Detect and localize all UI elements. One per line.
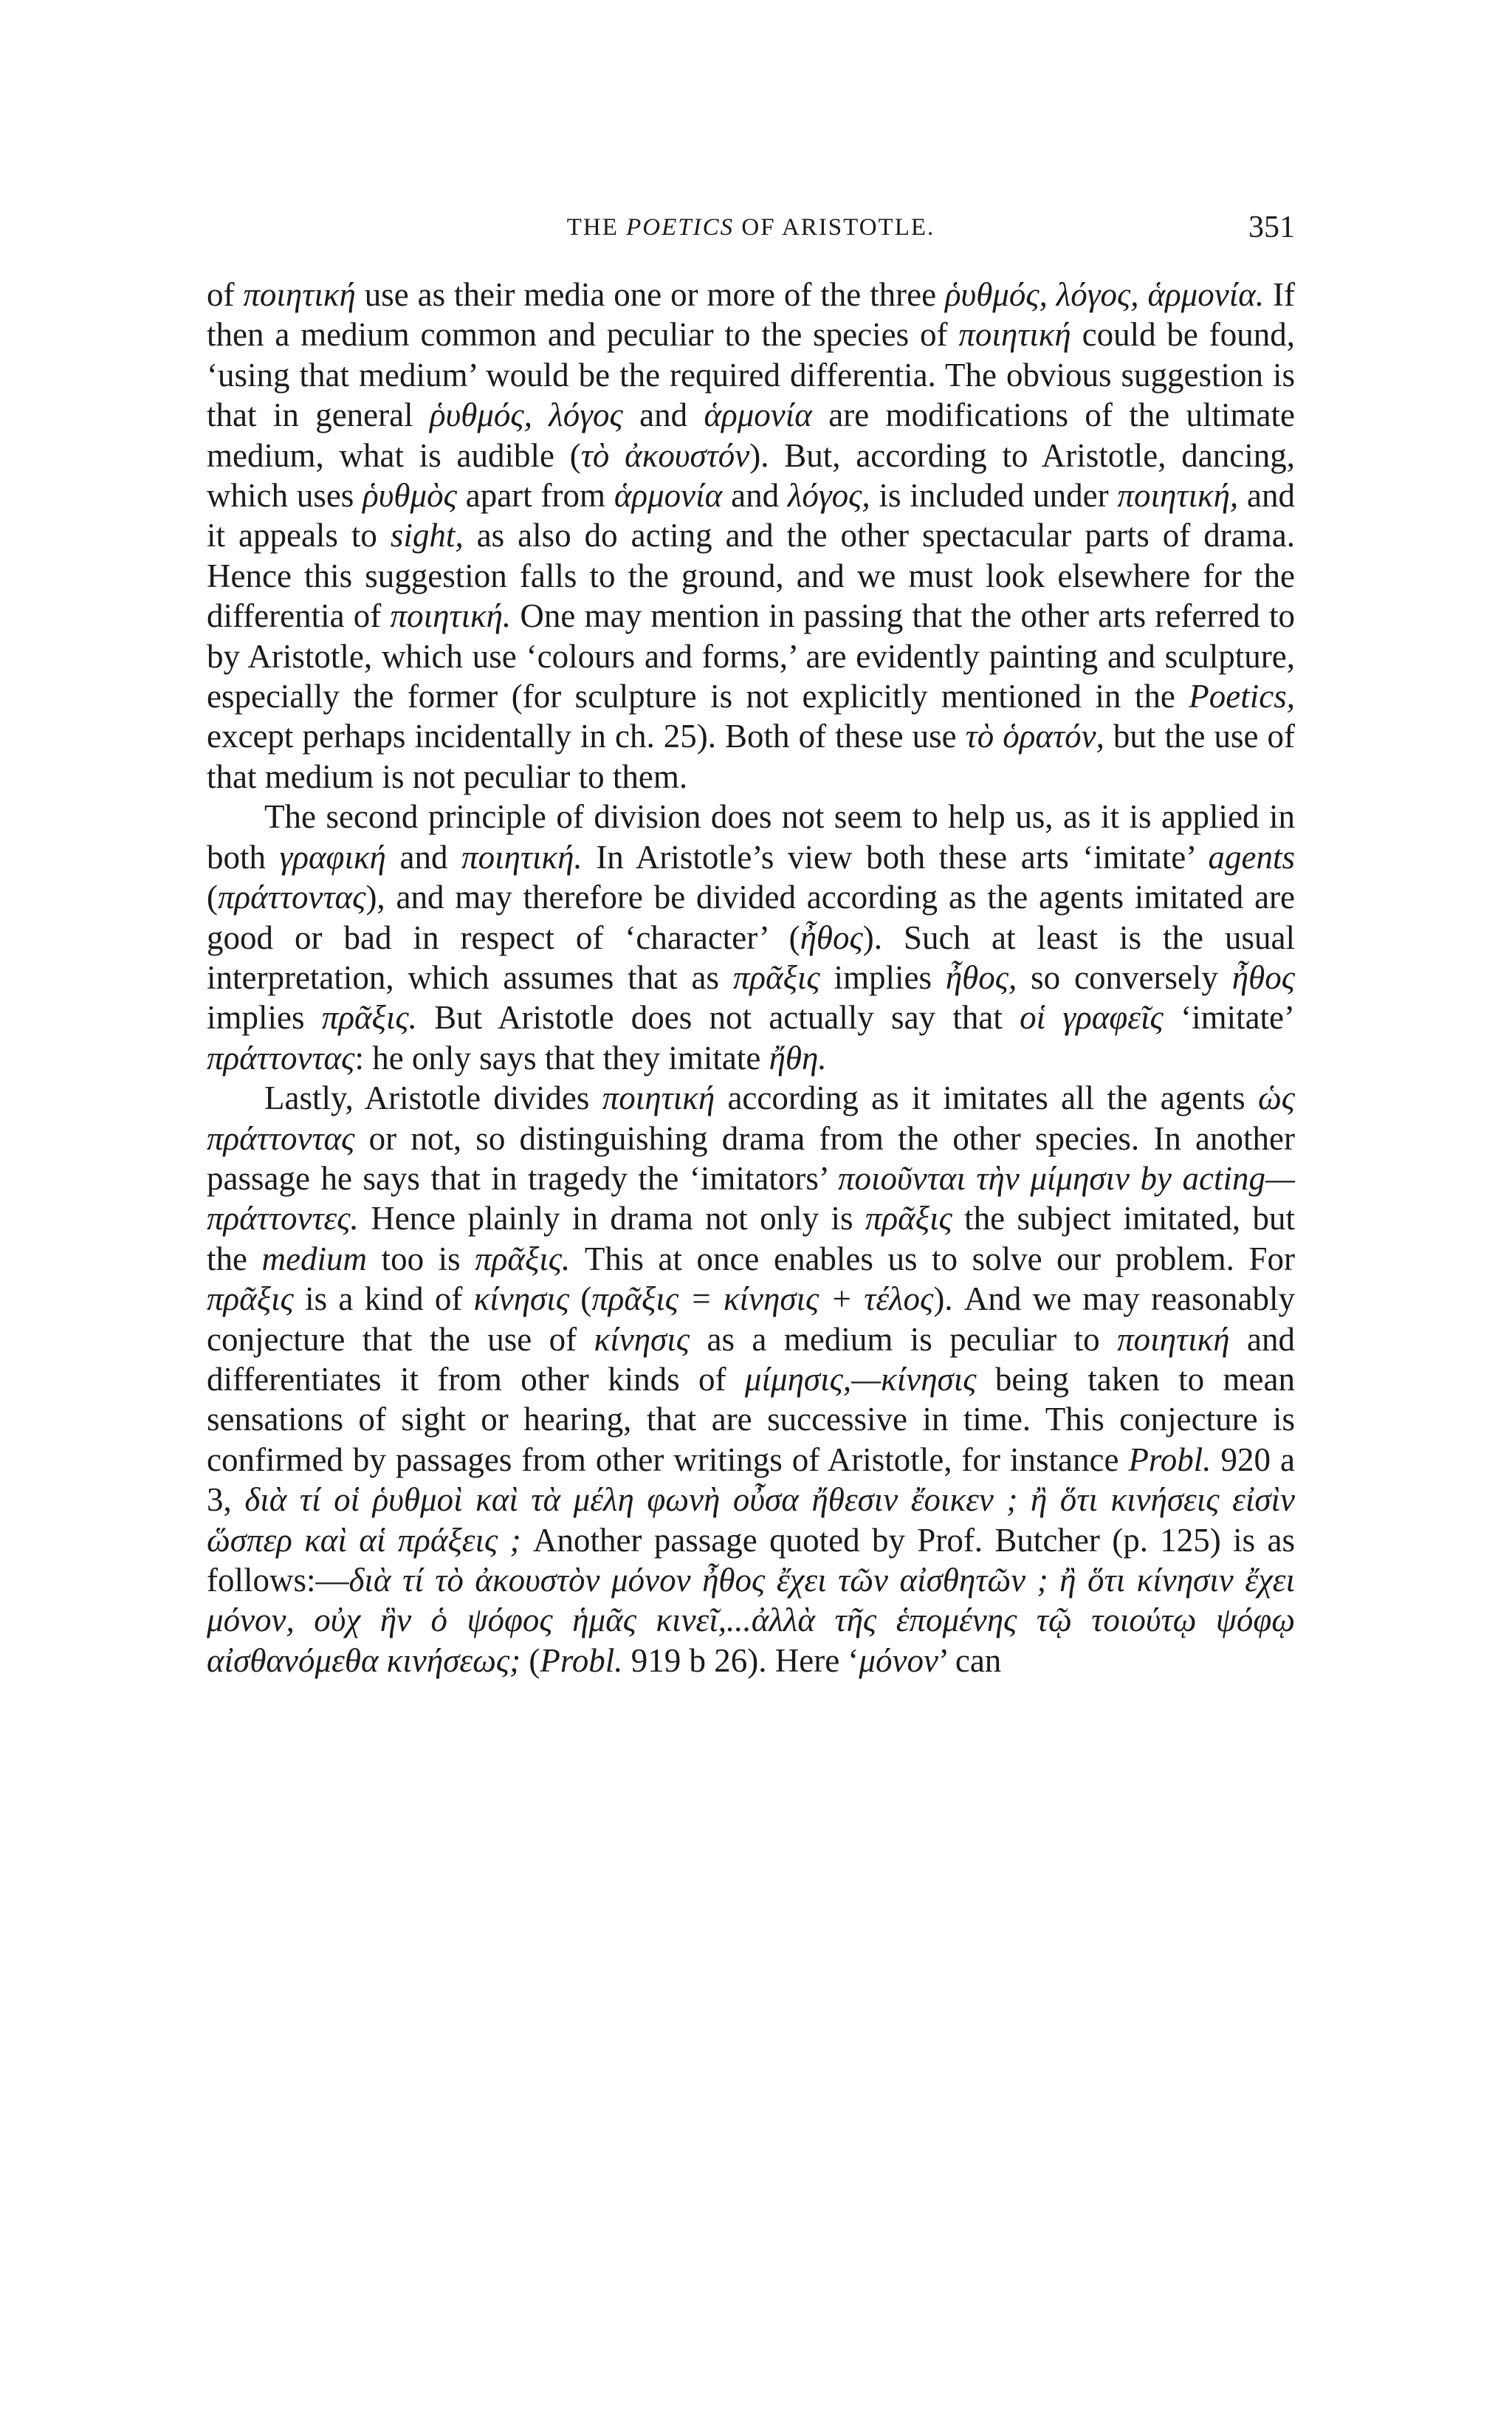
italic-run: ἦθος [1231,958,1295,996]
italic-run: ποιητική. [390,597,512,635]
text-run: as also do acting and the other spectacular parts of drama. Hence this suggestion falls to the ground, and we must look elsewhere for the differentia of [207,517,1295,635]
text-run: being taken to mean sensations of sight or hearing, that are successive in time. This conjecture is confirmed by passages from other writings of Aristotle, for instance [207,1360,1295,1478]
text-run: ). And we may reasonably conjecture that the use of [207,1280,1295,1358]
italic-run: κίνησις [473,1280,569,1318]
text-run: ). Such at least is the usual interpretation, which assumes that as [207,919,1295,996]
page-number: 351 [1248,210,1295,244]
italic-run: διὰ τί τὸ ἀκουστὸν μόνον ἦθος ἔχει τῶν αἰσθητῶν ; ἢ ὅτι κίνησιν ἔχει μόνον, οὐχ ἣν ὁ ψόφος ἡμᾶς κινεῖ,...ἀλλὰ τῆς ἑπομένης τῷ τοιούτῳ ψόφῳ αἰσθανόμεθα κινήσεως; [207,1562,1295,1679]
italic-run: ἁρμονία [704,396,812,434]
text-run: One may mention in passing that the other arts referred to by Aristotle, which use ‘colours and forms,’ are evidently painting and sculpture, especially the former (for sculpture is not explicitly mentioned in the [207,597,1295,715]
italic-run: λόγος, [787,477,870,515]
book-page [207,205,1295,1681]
italic-run: ῥυθμὸς [362,477,457,515]
text-run: the subject imitated, but the [207,1200,1295,1277]
text-run: is included under [870,477,1118,515]
italic-run: πρᾶξις = κίνησις + τέλος [591,1280,934,1318]
italic-run: ἁρμονία [614,477,723,515]
italic-run: ῥυθμός, λόγος, ἁρμονία. [944,276,1265,313]
italic-run: κίνησις [594,1320,690,1358]
text-run: and differentiates it from other kinds of [207,1320,1295,1398]
text-run: ’ can [938,1641,1002,1679]
text-run: Another passage quoted by Prof. Butcher (p. 125) is as follows:— [207,1521,1296,1599]
paragraph-1 [207,275,1295,797]
text-run: and [722,477,788,515]
italic-run: ἦθος [800,919,863,956]
italic-run: μόνον [859,1641,938,1679]
italic-run: μίμησις,—κίνησις [744,1360,977,1398]
italic-run: πράττοντας [218,879,366,916]
text-run: ). But, according to Aristotle, dancing, which uses [207,436,1295,515]
italic-run: ποιητική [1117,1320,1230,1358]
text-run: 920 a 3, [207,1441,1295,1519]
italic-run: οἱ γραφεῖς [1020,999,1164,1037]
italic-run: ποιητική [602,1079,715,1117]
text-run: but the use of that medium is not peculiar to them. [207,718,1295,795]
running-head-title-italic: POETICS [626,214,735,241]
text-run: too is [367,1240,475,1277]
running-head-title-post: OF ARISTOTLE. [734,214,935,241]
italic-run: πρᾶξις. [321,999,417,1037]
text-run: If then a medium common and peculiar to the species of [207,276,1295,354]
italic-run: ἤθη. [769,1039,827,1077]
italic-run: ποιητική [958,316,1071,354]
text-run: could be found, ‘using that medium’ would be the required differentia. The obvious suggestion is that in general [207,316,1296,434]
italic-run: τὸ ὁρατόν, [965,718,1104,755]
text-run: and it appeals to [207,477,1295,555]
text-run: The second principle of division does not seem to help us, as it is applied in both [207,798,1295,876]
body-text [207,275,1295,1681]
running-head-title [207,205,1295,250]
italic-run: γραφική [279,838,386,876]
italic-run: πρᾶξις [207,1280,294,1318]
italic-run: ῥυθμός, λόγος [429,396,623,434]
text-run: But Aristotle does not actually say that [416,999,1020,1037]
running-head [207,205,1295,250]
text-run: : he only says that they imitate [354,1039,769,1077]
text-run: ), and may therefore be divided according as the agents imitated are good or bad in respect of ‘character’ ( [207,879,1295,956]
italic-run: διὰ τί οἱ ῥυθμοὶ καὶ τὰ μέλη φωνὴ οὖσα ἤθεσιν ἔοικεν ; ἢ ὅτι κινήσεις εἰσὶν ὥσπερ καὶ αἱ πράξεις ; [207,1481,1296,1559]
italic-run: ὡς πράττοντας [207,1079,1295,1157]
text-run: implies [207,999,322,1037]
text-run: Lastly, Aristotle divides [264,1079,602,1117]
italic-run: Poetics, [1189,678,1295,715]
text-run: ‘imitate’ [1163,999,1296,1037]
text-run: ( [520,1641,540,1679]
text-run: so conversely [1017,958,1232,996]
italic-run: ποιητική [243,276,356,313]
text-run: are modifications of the ultimate medium, what is audible ( [207,396,1296,474]
text-run: except perhaps incidentally in ch. 25). Both of these use [207,718,966,755]
italic-run: πρᾶξις. [475,1240,571,1277]
text-run: of [207,276,244,313]
italic-run: Probl. [540,1641,623,1679]
text-run: implies [819,958,946,996]
italic-run: ποιητική, [1117,477,1239,515]
text-run: according as it imitates all the agents [715,1079,1258,1117]
italic-run: ἦθος, [945,958,1017,996]
paragraph-2 [207,797,1295,1078]
italic-run: τὸ ἀκουστόν [580,436,750,474]
italic-run: ποιητική. [461,838,583,876]
text-run: as a medium is peculiar to [690,1320,1118,1358]
text-run: This at once enables us to solve our problem. For [570,1240,1295,1277]
italic-run: ποιοῦνται τὴν μίμησιν by acting—πράττοντες. [207,1159,1295,1237]
text-run: use as their media one or more of the three [355,276,945,313]
text-run: Hence plainly in drama not only is [358,1200,865,1237]
italic-run: πράττοντας [207,1039,355,1077]
text-run: and [622,396,704,434]
italic-run: πρᾶξις [865,1200,952,1237]
text-run: ( [568,1280,592,1318]
text-run: 919 b 26). Here ‘ [622,1641,859,1679]
text-run: or not, so distinguishing drama from the other species. In another passage he says that in tragedy the ‘imitators’ [207,1119,1295,1197]
italic-run: sight, [390,517,464,555]
italic-run: Probl. [1128,1441,1212,1478]
running-head-title-pre: THE [566,214,627,241]
text-run: and [385,838,462,876]
paragraph-3 [207,1078,1295,1681]
text-run: ( [207,879,218,916]
text-run: is a kind of [293,1280,474,1318]
text-run: In Aristotle’s view both these arts ‘imitate’ [582,838,1209,876]
italic-run: agents [1208,838,1295,876]
italic-run: medium [261,1240,368,1277]
italic-run: πρᾶξις [732,958,820,996]
text-run: apart from [456,477,614,515]
